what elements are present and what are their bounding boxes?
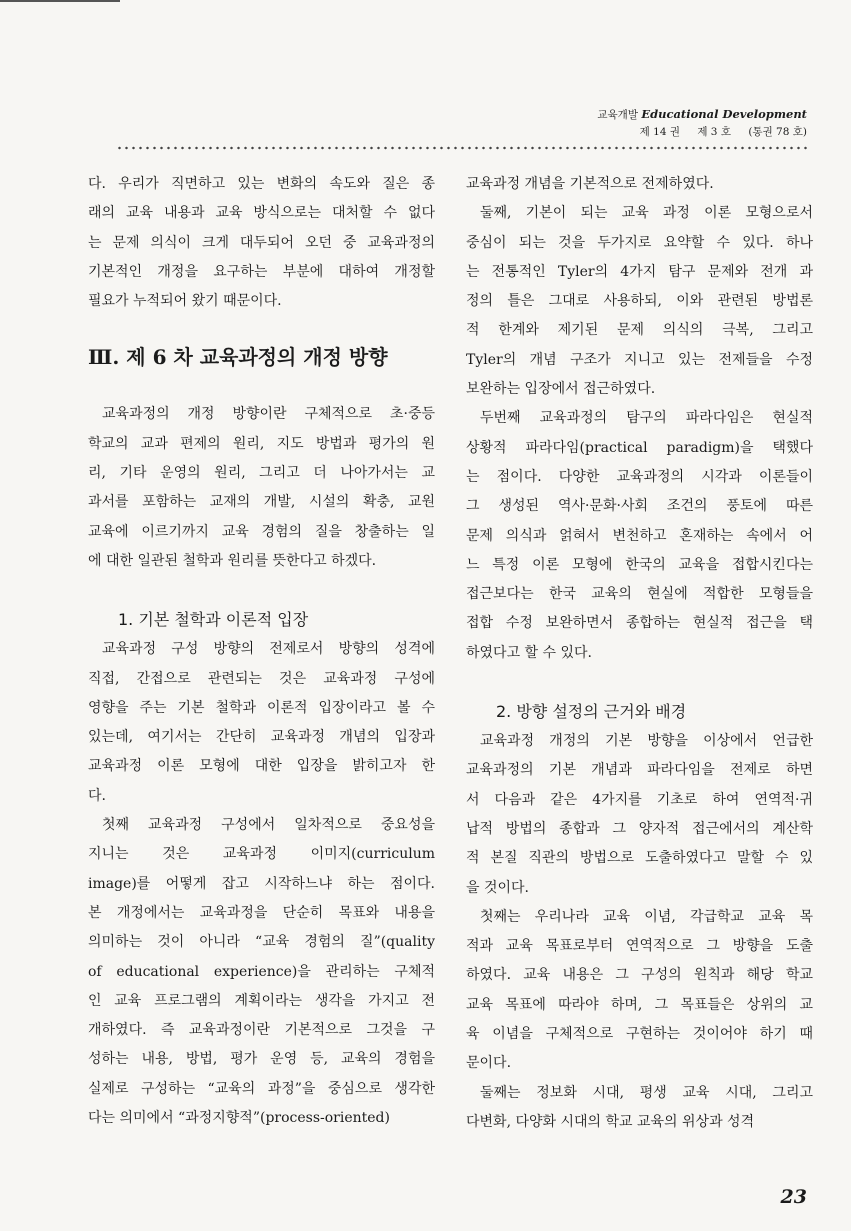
paragraph <box>88 635 435 811</box>
text-line: 정의 틀은 그대로 사용하되, 이와 관련된 방법론 <box>466 293 813 310</box>
text-line: 직접, 간접으로 관련되는 것은 교육과정 구성에 <box>88 670 435 687</box>
text-line: 에 대한 일관된 철학과 원리를 뜻한다고 하겠다. <box>88 552 377 569</box>
text-line: 교육과정의 개정 방향이란 구체적으로 초·중등 <box>102 406 435 423</box>
issue: 제 3 호 <box>697 126 731 138</box>
paragraph <box>466 1079 813 1138</box>
paragraph <box>466 199 813 404</box>
paragraph <box>466 170 813 199</box>
text-line: 육 이념을 구체적으로 구현하는 것이어야 하기 때 <box>466 1026 813 1043</box>
text-line: 개하였다. 즉 교육과정이란 기본적으로 그것을 구 <box>88 1022 435 1039</box>
text-line: 교육과정 개념을 기본적으로 전제하였다. <box>466 176 714 192</box>
text-line: 둘째는 정보화 시대, 평생 교육 시대, 그리고 <box>480 1084 813 1101</box>
text-line: 영향을 주는 기본 철학과 이론적 입장이라고 볼 수 <box>88 699 435 716</box>
dotted-divider <box>116 146 807 150</box>
section-heading: Ⅲ. 제 6 차 교육과정의 개정 방향 <box>88 345 388 370</box>
text-line: 납적 방법의 종합과 그 양자적 접근에서의 계산학 <box>466 820 813 837</box>
text-line: 교육과정 개정의 기본 방향을 이상에서 언급한 <box>480 733 813 750</box>
text-line: 학교의 교과 편제의 원리, 지도 방법과 평가의 원 <box>88 435 435 452</box>
text-line: 서 다음과 같은 4가지를 기초로 하여 연역적·귀 <box>466 791 813 808</box>
paragraph <box>88 170 435 316</box>
text-line: 리, 기타 운영의 원리, 그리고 더 나아가서는 교 <box>88 465 435 482</box>
subsection-heading: 2. 방향 설정의 근거와 배경 <box>496 702 687 722</box>
text-line: 상황적 파라다임(practical paradigm)을 택했다 <box>466 439 813 456</box>
text-line: 는 문제 의식이 크게 대두되어 오던 중 교육과정의 <box>88 234 435 251</box>
text-line: 다변화, 다양화 시대의 학교 교육의 위상과 성격 <box>466 1113 755 1130</box>
text-line: 는 전통적인 Tyler의 4가지 탐구 문제와 전개 과 <box>466 263 813 280</box>
text-line: 래의 교육 내용과 교육 방식으로는 대처할 수 없다 <box>88 205 435 222</box>
corner-rule <box>0 0 120 2</box>
page-number: 23 <box>780 1186 807 1208</box>
serial-number: (통권 78 호) <box>748 126 807 138</box>
text-line: 접근보다는 한국 교육의 현실에 적합한 모형들을 <box>466 586 813 603</box>
text-line: 실제로 구성하는 “교육의 과정”을 중심으로 생각한 <box>88 1080 435 1097</box>
text-line: 다. <box>88 787 106 804</box>
left-column <box>88 170 435 1133</box>
paragraph <box>466 404 813 668</box>
text-line: 두번째 교육과정의 탐구의 파라다임은 현실적 <box>480 410 813 427</box>
journal-title-kr: 교육개발 <box>597 109 638 121</box>
text-line: 필요가 누적되어 왔기 때문이다. <box>88 293 282 310</box>
text-line: of educational experience)을 관리하는 구체적 <box>88 963 435 980</box>
paragraph <box>466 903 813 1079</box>
text-line: image)를 어떻게 잡고 시작하느냐 하는 점이다. <box>88 875 435 892</box>
text-line: 적과 교육 목표로부터 연역적으로 그 방향을 도출 <box>466 938 813 955</box>
text-line: 인 교육 프로그램의 계획이라는 생각을 가지고 전 <box>88 992 435 1009</box>
text-line: 기본적인 개정을 요구하는 부분에 대하여 개정할 <box>88 263 435 280</box>
volume: 제 14 권 <box>639 126 680 138</box>
right-column <box>466 170 813 1137</box>
paragraph <box>88 811 435 1133</box>
text-line: 둘째, 기본이 되는 교육 과정 이론 모형으로서 <box>480 205 813 222</box>
text-line: 중심이 되는 것을 두가지로 요약할 수 있다. 하나 <box>466 234 813 251</box>
text-line: 첫째는 우리나라 교육 이념, 각급학교 교육 목 <box>480 908 813 925</box>
text-line: 성하는 내용, 방법, 평가 운영 등, 교육의 경험을 <box>88 1051 435 1068</box>
text-line: 다. 우리가 직면하고 있는 변화의 속도와 질은 종 <box>88 176 435 192</box>
text-line: 보완하는 입장에서 접근하였다. <box>466 381 656 398</box>
text-line: 첫째 교육과정 구성에서 일차적으로 중요성을 <box>102 817 435 834</box>
subsection-heading: 1. 기본 철학과 이론적 입장 <box>118 610 309 630</box>
text-line: 하였다고 할 수 있다. <box>466 644 592 661</box>
text-line: Tyler의 개념 구조가 지니고 있는 전제들을 수정 <box>466 351 813 368</box>
text-line: 지니는 것은 교육과정 이미지(curriculum <box>88 846 435 863</box>
text-line: 과서를 포함하는 교재의 개발, 시설의 확충, 교원 <box>88 494 435 511</box>
text-line: 교육과정의 기본 개념과 파라다임을 전제로 하면 <box>466 762 813 779</box>
text-line: 문제 의식과 얽혀서 변천하고 혼재하는 속에서 어 <box>466 527 813 544</box>
text-line: 있는데, 여기서는 간단히 교육과정 개념의 입장과 <box>88 729 435 746</box>
text-line: 하였다. 교육 내용은 그 구성의 원칙과 해당 학교 <box>466 967 813 984</box>
text-line: 접합 수정 보완하면서 종합하는 현실적 접근을 택 <box>466 615 813 632</box>
text-line: 문이다. <box>466 1055 512 1072</box>
text-line: 적 본질 직관의 방법으로 도출하였다고 말할 수 있 <box>466 850 813 867</box>
text-line: 적 한계와 제기된 문제 의식의 극복, 그리고 <box>466 322 813 339</box>
paragraph <box>466 727 813 903</box>
text-line: 그 생성된 역사·문화·사회 조건의 풍토에 따른 <box>466 498 813 515</box>
text-line: 다는 의미에서 “과정지향적”(process-oriented) <box>88 1110 390 1127</box>
text-line: 을 것이다. <box>466 879 529 896</box>
text-line: 교육과정 이론 모형에 대한 입장을 밝히고자 한 <box>88 758 435 775</box>
running-header <box>597 106 807 141</box>
text-line: 본 개정에서는 교육과정을 단순히 목표와 내용을 <box>88 904 435 921</box>
text-line: 교육과정 구성 방향의 전제로서 방향의 성격에 <box>102 641 435 658</box>
paragraph <box>88 400 435 576</box>
text-line: 교육 목표에 따라야 하며, 그 목표들은 상위의 교 <box>466 996 813 1013</box>
text-line: 교육에 이르기까지 교육 경험의 질을 창출하는 일 <box>88 523 435 540</box>
journal-title-en: Educational Development <box>641 107 807 121</box>
text-line: 의미하는 것이 아니라 “교육 경험의 질”(quality <box>88 934 435 951</box>
text-line: 느 특정 이론 모형에 한국의 교육을 접합시킨다는 <box>466 556 813 573</box>
text-line: 는 점이다. 다양한 교육과정의 시각과 이론들이 <box>466 468 813 485</box>
